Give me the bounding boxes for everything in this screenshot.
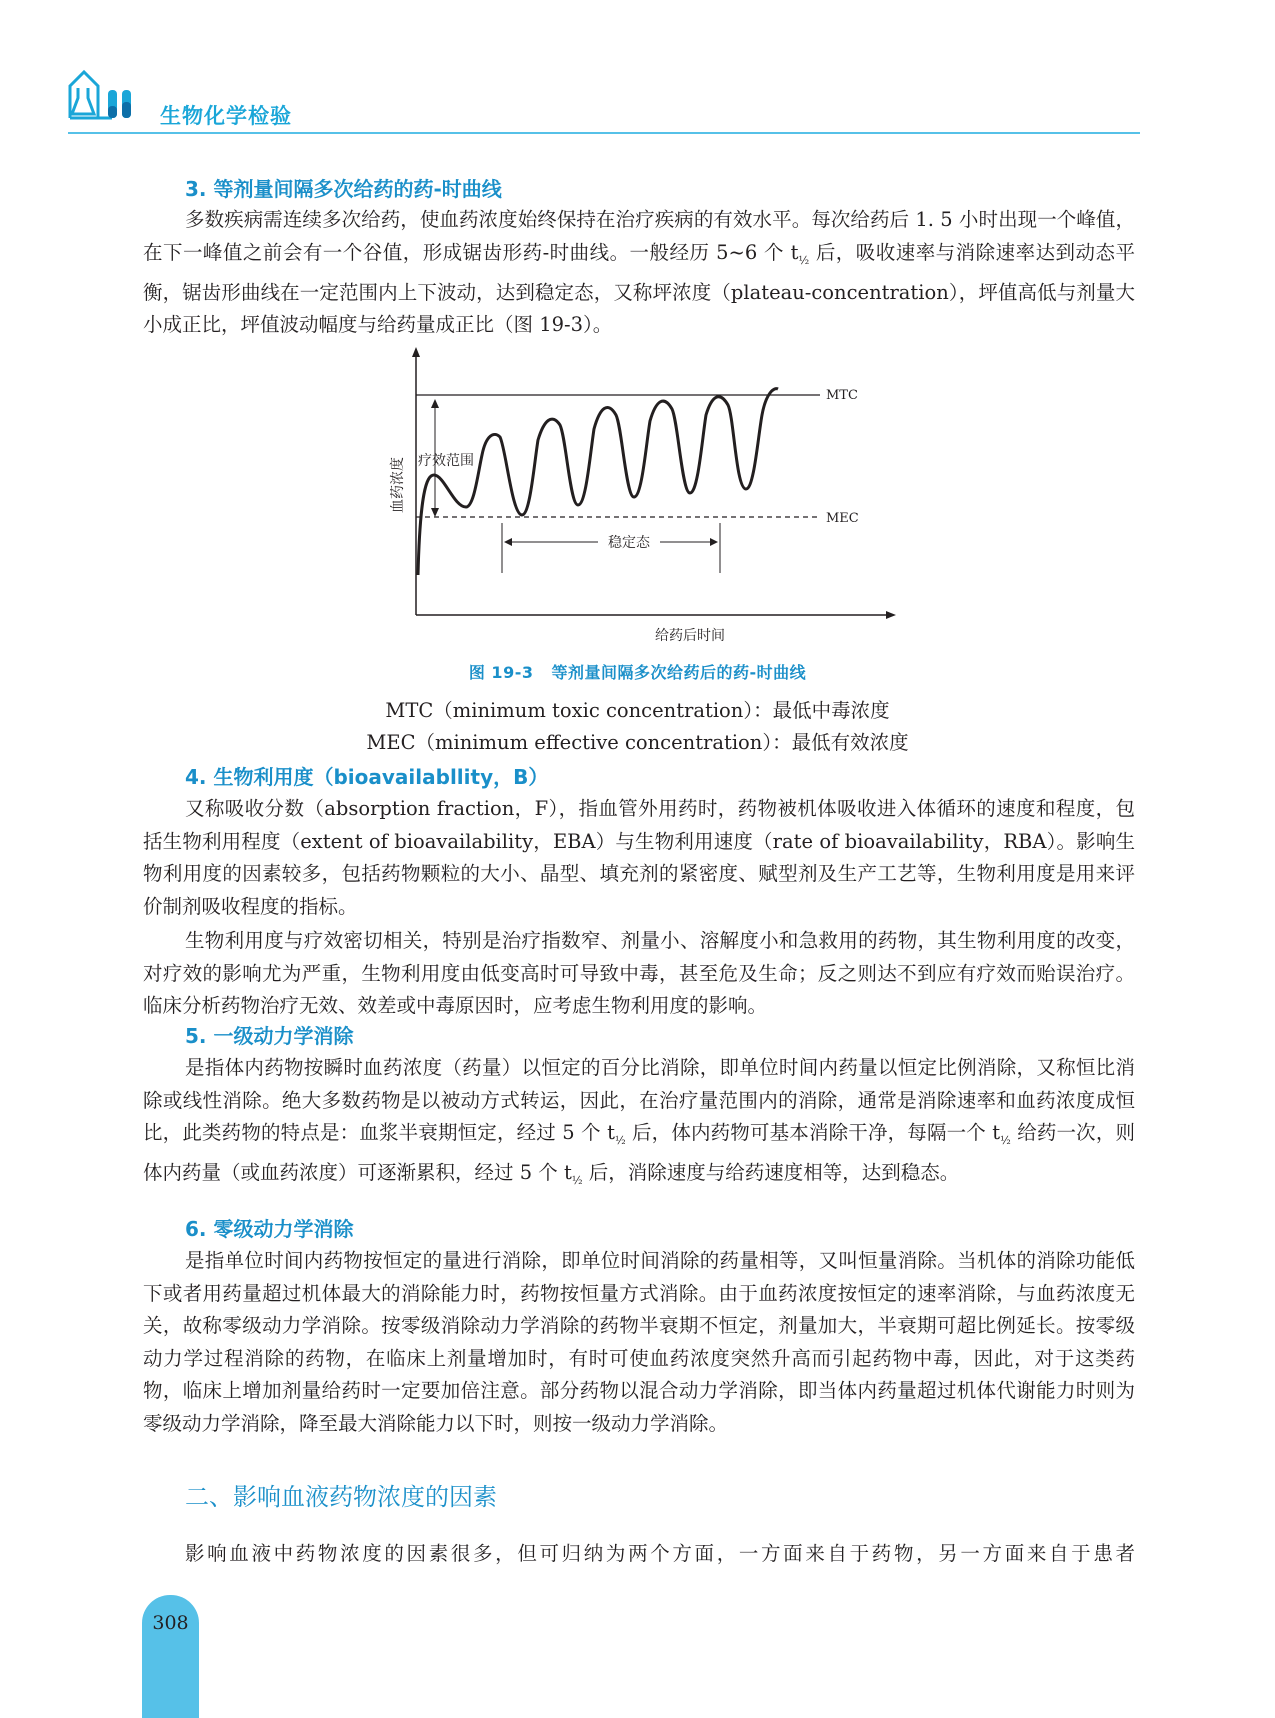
drug-time-curve-figure bbox=[380, 345, 900, 650]
steady-state-label: 稳定态 bbox=[608, 535, 650, 551]
x-axis-arrow-icon bbox=[886, 611, 896, 619]
page-header bbox=[0, 0, 1275, 140]
x-axis-label: 给药后时间 bbox=[655, 628, 725, 644]
mec-definition: MEC（minimum effective concentration）：最低有效浓度 bbox=[366, 731, 909, 754]
section-3-paragraph: 多数疾病需连续多次给药，使血药浓度始终保持在治疗疾病的有效水平。每次给药后 1. 5 小时出现一个峰值，在下一峰值之前会有一个谷值，形成锯齿形药-时曲线。一般经历 5~6 个 $t_{\frac{1}{2}}$ 后，吸收速率与消除速率达到动态平衡，锯齿形曲线在一定范围内上下波动，达到稳定态，又称坪浓度（plateau-concentration），坪值高低与剂量大小成正比，坪值波动幅度与给药量成正比（图 19-3）。 bbox=[143, 208, 1135, 337]
figure-caption bbox=[0, 660, 1275, 683]
section-6-paragraph: 是指单位时间内药物按恒定的量进行消除，即单位时间消除的药量相等，又叫恒量消除。当机体的消除功能低下或者用药量超过机体最大的消除能力时，药物按恒量方式消除。由于血药浓度按恒定的速率消除，与血药浓度无关，故称零级动力学消除。按零级消除动力学消除的药物半衰期不恒定，剂量加大，半衰期可超比例延长。按零级动力学过程消除的药物，在临床上剂量增加时，有时可使血药浓度突然升高而引起药物中毒，因此，对于这类药物，临床上增加剂量给药时一定要加倍注意。部分药物以混合动力学消除，即当体内药量超过机体代谢能力时则为零级动力学消除，降至最大消除能力以下时，则按一级动力学消除。 bbox=[143, 1249, 1135, 1435]
header-rule bbox=[68, 132, 1140, 134]
lab-flask-logo-icon bbox=[68, 66, 138, 124]
y-axis-label: 血药浓度 bbox=[390, 457, 406, 513]
section-5-heading: 5. 一级动力学消除 bbox=[185, 1024, 354, 1048]
page-number: 308 bbox=[152, 1612, 189, 1634]
section-5-paragraph: 是指体内药物按瞬时血药浓度（药量）以恒定的百分比消除，即单位时间内药量以恒定比例消除，又称恒比消除或线性消除。绝大多数药物是以被动方式转运，因此，在治疗量范围内的消除，通常是消除速率和血药浓度成恒比，此类药物的特点是：血浆半衰期恒定，经过 5 个 $t_{\frac{1}{2}}$ 后，体内药物可基本消除干净，每隔一个 $t_{\frac{1}{2}}$ 给药一次，则体内药量（或血药浓度）可逐渐累积，经过 5 个 $t_{\frac{1}{2}}$ 后，消除速度与给药速度相等，达到稳态。 bbox=[143, 1056, 1136, 1188]
sawtooth-curve bbox=[418, 389, 778, 575]
section-4-paragraph-2: 生物利用度与疗效密切相关，特别是治疗指数窄、剂量小、溶解度小和急救用的药物，其生物利用度的改变，对疗效的影响尤为严重，生物利用度由低变高时可导致中毒，甚至危及生命；反之则达不到应有疗效而贻误治疗。临床分析药物治疗无效、效差或中毒原因时，应考虑生物利用度的影响。 bbox=[143, 929, 1135, 1017]
section-3-heading: 3. 等剂量间隔多次给药的药-时曲线 bbox=[185, 177, 502, 201]
section-6-heading: 6. 零级动力学消除 bbox=[185, 1217, 354, 1241]
mtc-label: MTC bbox=[826, 388, 858, 403]
book-title: 生物化学检验 bbox=[160, 104, 292, 128]
section-4-paragraph-1: 又称吸收分数（absorption fraction，F），指血管外用药时，药物被机体吸收进入体循环的速度和程度，包括生物利用程度（extent of bioavailability，EBA）与生物利用速度（rate of bioavailability，RBA）。影响生物利用度的因素较多，包括药物颗粒的大小、晶型、填充剂的紧密度、赋型剂及生产工艺等，生物利用度是用来评价制剂吸收程度的指标。 bbox=[143, 797, 1135, 918]
y-axis-arrow-icon bbox=[412, 347, 420, 357]
part-2-heading: 二、影响血液药物浓度的因素 bbox=[185, 1483, 497, 1511]
figure-caption-number: 图 19-3 bbox=[468, 663, 534, 682]
mec-label: MEC bbox=[826, 511, 859, 526]
mtc-definition: MTC（minimum toxic concentration）：最低中毒浓度 bbox=[385, 699, 890, 722]
figure-caption-text: 等剂量间隔多次给药后的药-时曲线 bbox=[551, 663, 807, 682]
section-4-heading: 4. 生物利用度（bioavailabllity，B） bbox=[185, 765, 549, 789]
therapeutic-range-label: 疗效范围 bbox=[418, 453, 474, 469]
part-2-paragraph: 影响血液中药物浓度的因素很多，但可归纳为两个方面，一方面来自于药物，另一方面来自于患者 bbox=[185, 1542, 1135, 1565]
